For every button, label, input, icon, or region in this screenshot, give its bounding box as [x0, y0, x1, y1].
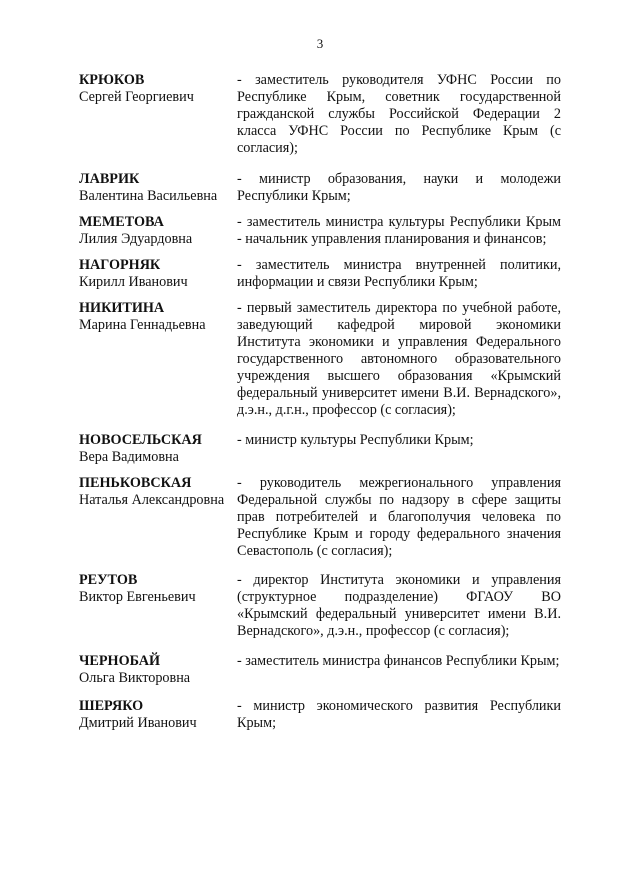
member-given-names: Наталья Александровна [79, 492, 225, 508]
member-entry [79, 300, 561, 419]
member-given-names: Вера Вадимовна [79, 449, 179, 465]
member-name [79, 698, 237, 732]
member-given-names: Марина Геннадьевна [79, 317, 206, 333]
member-surname: НОВОСЕЛЬСКАЯ [79, 432, 202, 448]
member-entry [79, 72, 561, 157]
member-position: - руководитель межрегионального управления Федеральной службы по надзору в сфере защиты прав потребителей и благополучия человека по Республике Крым и городу федерального значения Севастополь (с согласия); [237, 475, 561, 559]
member-entry [79, 432, 561, 466]
member-name [79, 300, 237, 334]
member-given-names: Виктор Евгеньевич [79, 589, 196, 605]
member-entry [79, 257, 561, 291]
member-entry [79, 653, 561, 687]
member-name [79, 432, 237, 466]
member-surname: ЛАВРИК [79, 171, 140, 187]
member-given-names: Дмитрий Иванович [79, 715, 197, 731]
member-surname: НИКИТИНА [79, 300, 165, 316]
member-entry [79, 171, 561, 205]
member-surname: РЕУТОВ [79, 572, 138, 588]
member-name [79, 257, 237, 291]
member-name [79, 214, 237, 248]
member-position: - заместитель министра внутренней политики, информации и связи Республики Крым; [237, 257, 561, 290]
member-name [79, 572, 237, 606]
member-position: - первый заместитель директора по учебной работе, заведующий кафедрой мировой экономики Института экономики и управления Федерального государственного автономного образовательного учреждения высшего образования «Крымский федеральный университет имени В.И. Вернадского», д.э.н., д.г.н., профессор (с согласия); [237, 300, 561, 418]
member-surname: НАГОРНЯК [79, 257, 161, 273]
member-name [79, 475, 237, 509]
member-surname: ЧЕРНОБАЙ [79, 653, 161, 669]
member-given-names: Валентина Васильевна [79, 188, 218, 204]
member-position: - заместитель министра финансов Республики Крым; [237, 653, 560, 669]
member-position: - министр образования, науки и молодежи Республики Крым; [237, 171, 561, 204]
member-position: - заместитель руководителя УФНС России по Республике Крым, советник государственной гражданской службы Российской Федерации 2 класса УФНС России по Республике Крым (с согласия); [237, 72, 561, 156]
member-given-names: Сергей Георгиевич [79, 89, 194, 105]
member-given-names: Кирилл Иванович [79, 274, 188, 290]
member-name [79, 72, 237, 106]
member-position: - министр культуры Республики Крым; [237, 432, 474, 448]
member-surname: КРЮКОВ [79, 72, 145, 88]
member-entry [79, 572, 561, 640]
member-entry [79, 214, 561, 248]
member-position: - директор Института экономики и управления (структурное подразделение) ФГАОУ ВО «Крымский федеральный университет имени В.И. Вернадского», д.э.н., профессор (с согласия); [237, 572, 561, 639]
member-list [79, 72, 561, 732]
member-given-names: Лилия Эдуардовна [79, 231, 193, 247]
page-number: 3 [316, 36, 324, 51]
member-entry [79, 698, 561, 732]
member-entry [79, 475, 561, 560]
member-surname: ПЕНЬКОВСКАЯ [79, 475, 192, 491]
member-given-names: Ольга Викторовна [79, 670, 191, 686]
member-position: - министр экономического развития Республики Крым; [237, 698, 561, 731]
member-position: - заместитель министра культуры Республики Крым - начальник управления планирования и финансов; [237, 214, 561, 247]
member-name [79, 171, 237, 205]
member-surname: МЕМЕТОВА [79, 214, 164, 230]
member-surname: ШЕРЯКО [79, 698, 144, 714]
member-name [79, 653, 237, 687]
